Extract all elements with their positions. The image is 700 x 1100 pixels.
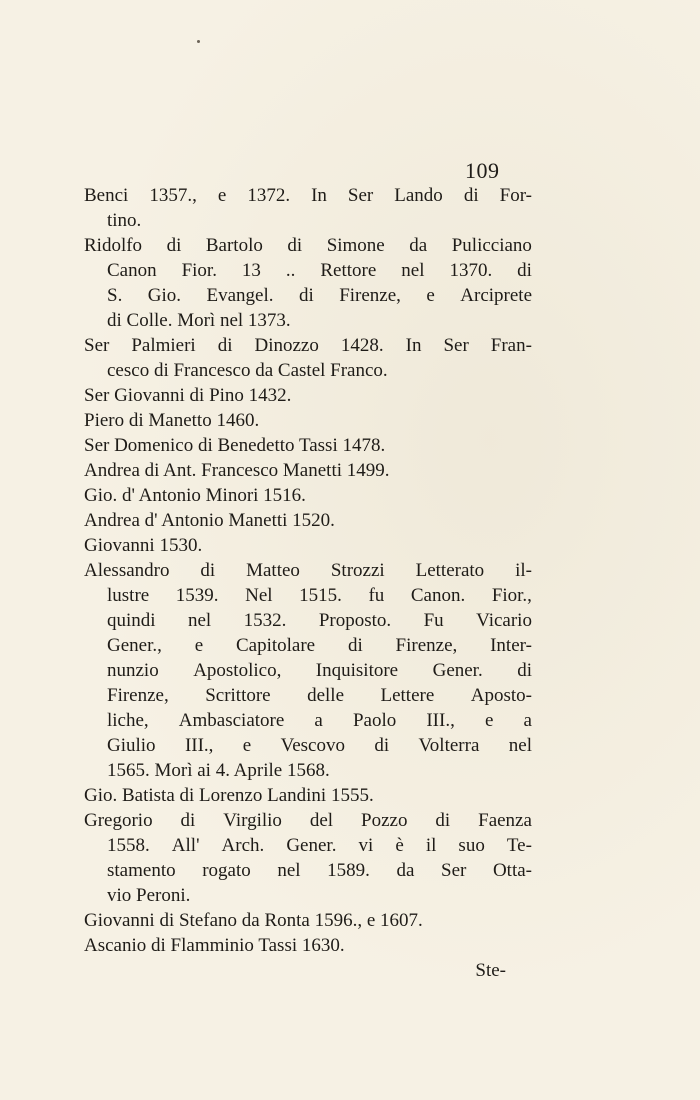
entry-first-line: Benci 1357., e 1372. In Ser Lando di For- xyxy=(84,185,532,206)
entry-first-line: Gio. d' Antonio Minori 1516. xyxy=(84,485,306,506)
entry-continuation-line: 1565. Morì ai 4. Aprile 1568. xyxy=(107,760,330,781)
entry-first-line: Ser Palmieri di Dinozzo 1428. In Ser Fran- xyxy=(84,335,532,356)
entry-continuation-line: Firenze, Scrittore delle Lettere Aposto- xyxy=(107,685,532,706)
register-entry xyxy=(84,808,532,908)
register-entry xyxy=(84,333,532,383)
register-entry xyxy=(84,933,532,958)
register-entry xyxy=(84,233,532,333)
entry-continuation-line: Giulio III., e Vescovo di Volterra nel xyxy=(107,735,532,756)
register-entry xyxy=(84,408,532,433)
register-entry xyxy=(84,383,532,408)
entry-first-line: Giovanni 1530. xyxy=(84,535,203,556)
entry-continuation-line: Canon Fior. 13 .. Rettore nel 1370. di xyxy=(107,260,532,281)
entry-first-line: Ser Giovanni di Pino 1432. xyxy=(84,385,292,406)
entry-continuation-line: vio Peroni. xyxy=(107,885,191,906)
register-entry xyxy=(84,908,532,933)
entry-continuation-line: nunzio Apostolico, Inquisitore Gener. di xyxy=(107,660,532,681)
entry-first-line: Piero di Manetto 1460. xyxy=(84,410,260,431)
ink-speck xyxy=(197,40,200,43)
entry-list xyxy=(84,183,532,983)
entry-first-line: Ascanio di Flamminio Tassi 1630. xyxy=(84,935,345,956)
entry-continuation-line: liche, Ambasciatore a Paolo III., e a xyxy=(107,710,532,731)
register-entry xyxy=(84,433,532,458)
entry-continuation-line: di Colle. Morì nel 1373. xyxy=(107,310,291,331)
entry-continuation-line: lustre 1539. Nel 1515. fu Canon. Fior., xyxy=(107,585,532,606)
page-number: 109 xyxy=(465,158,500,183)
register-entry xyxy=(84,483,532,508)
register-entry xyxy=(84,183,532,233)
entry-continuation-line: Gener., e Capitolare di Firenze, Inter- xyxy=(107,635,532,656)
register-entry xyxy=(84,458,532,483)
entry-continuation-line: quindi nel 1532. Proposto. Fu Vicario xyxy=(107,610,532,631)
catchword: Ste- xyxy=(475,960,506,981)
register-entry xyxy=(84,783,532,808)
entry-continuation-line: cesco di Francesco da Castel Franco. xyxy=(107,360,388,381)
register-entry xyxy=(84,508,532,533)
entry-first-line: Andrea d' Antonio Manetti 1520. xyxy=(84,510,335,531)
entry-first-line: Giovanni di Stefano da Ronta 1596., e 1607. xyxy=(84,910,423,931)
entry-first-line: Andrea di Ant. Francesco Manetti 1499. xyxy=(84,460,390,481)
entry-first-line: Ridolfo di Bartolo di Simone da Pulicciano xyxy=(84,235,532,256)
entry-continuation-line: S. Gio. Evangel. di Firenze, e Arciprete xyxy=(107,285,532,306)
entry-first-line: Gio. Batista di Lorenzo Landini 1555. xyxy=(84,785,374,806)
entry-first-line: Gregorio di Virgilio del Pozzo di Faenza xyxy=(84,810,532,831)
entry-first-line: Ser Domenico di Benedetto Tassi 1478. xyxy=(84,435,386,456)
register-entry xyxy=(84,533,532,558)
register-entry xyxy=(84,558,532,783)
entry-first-line: Alessandro di Matteo Strozzi Letterato il- xyxy=(84,560,532,581)
entry-continuation-line: 1558. All' Arch. Gener. vi è il suo Te- xyxy=(107,835,532,856)
entry-continuation-line: stamento rogato nel 1589. da Ser Otta- xyxy=(107,860,532,881)
entry-continuation-line: tino. xyxy=(107,210,142,231)
